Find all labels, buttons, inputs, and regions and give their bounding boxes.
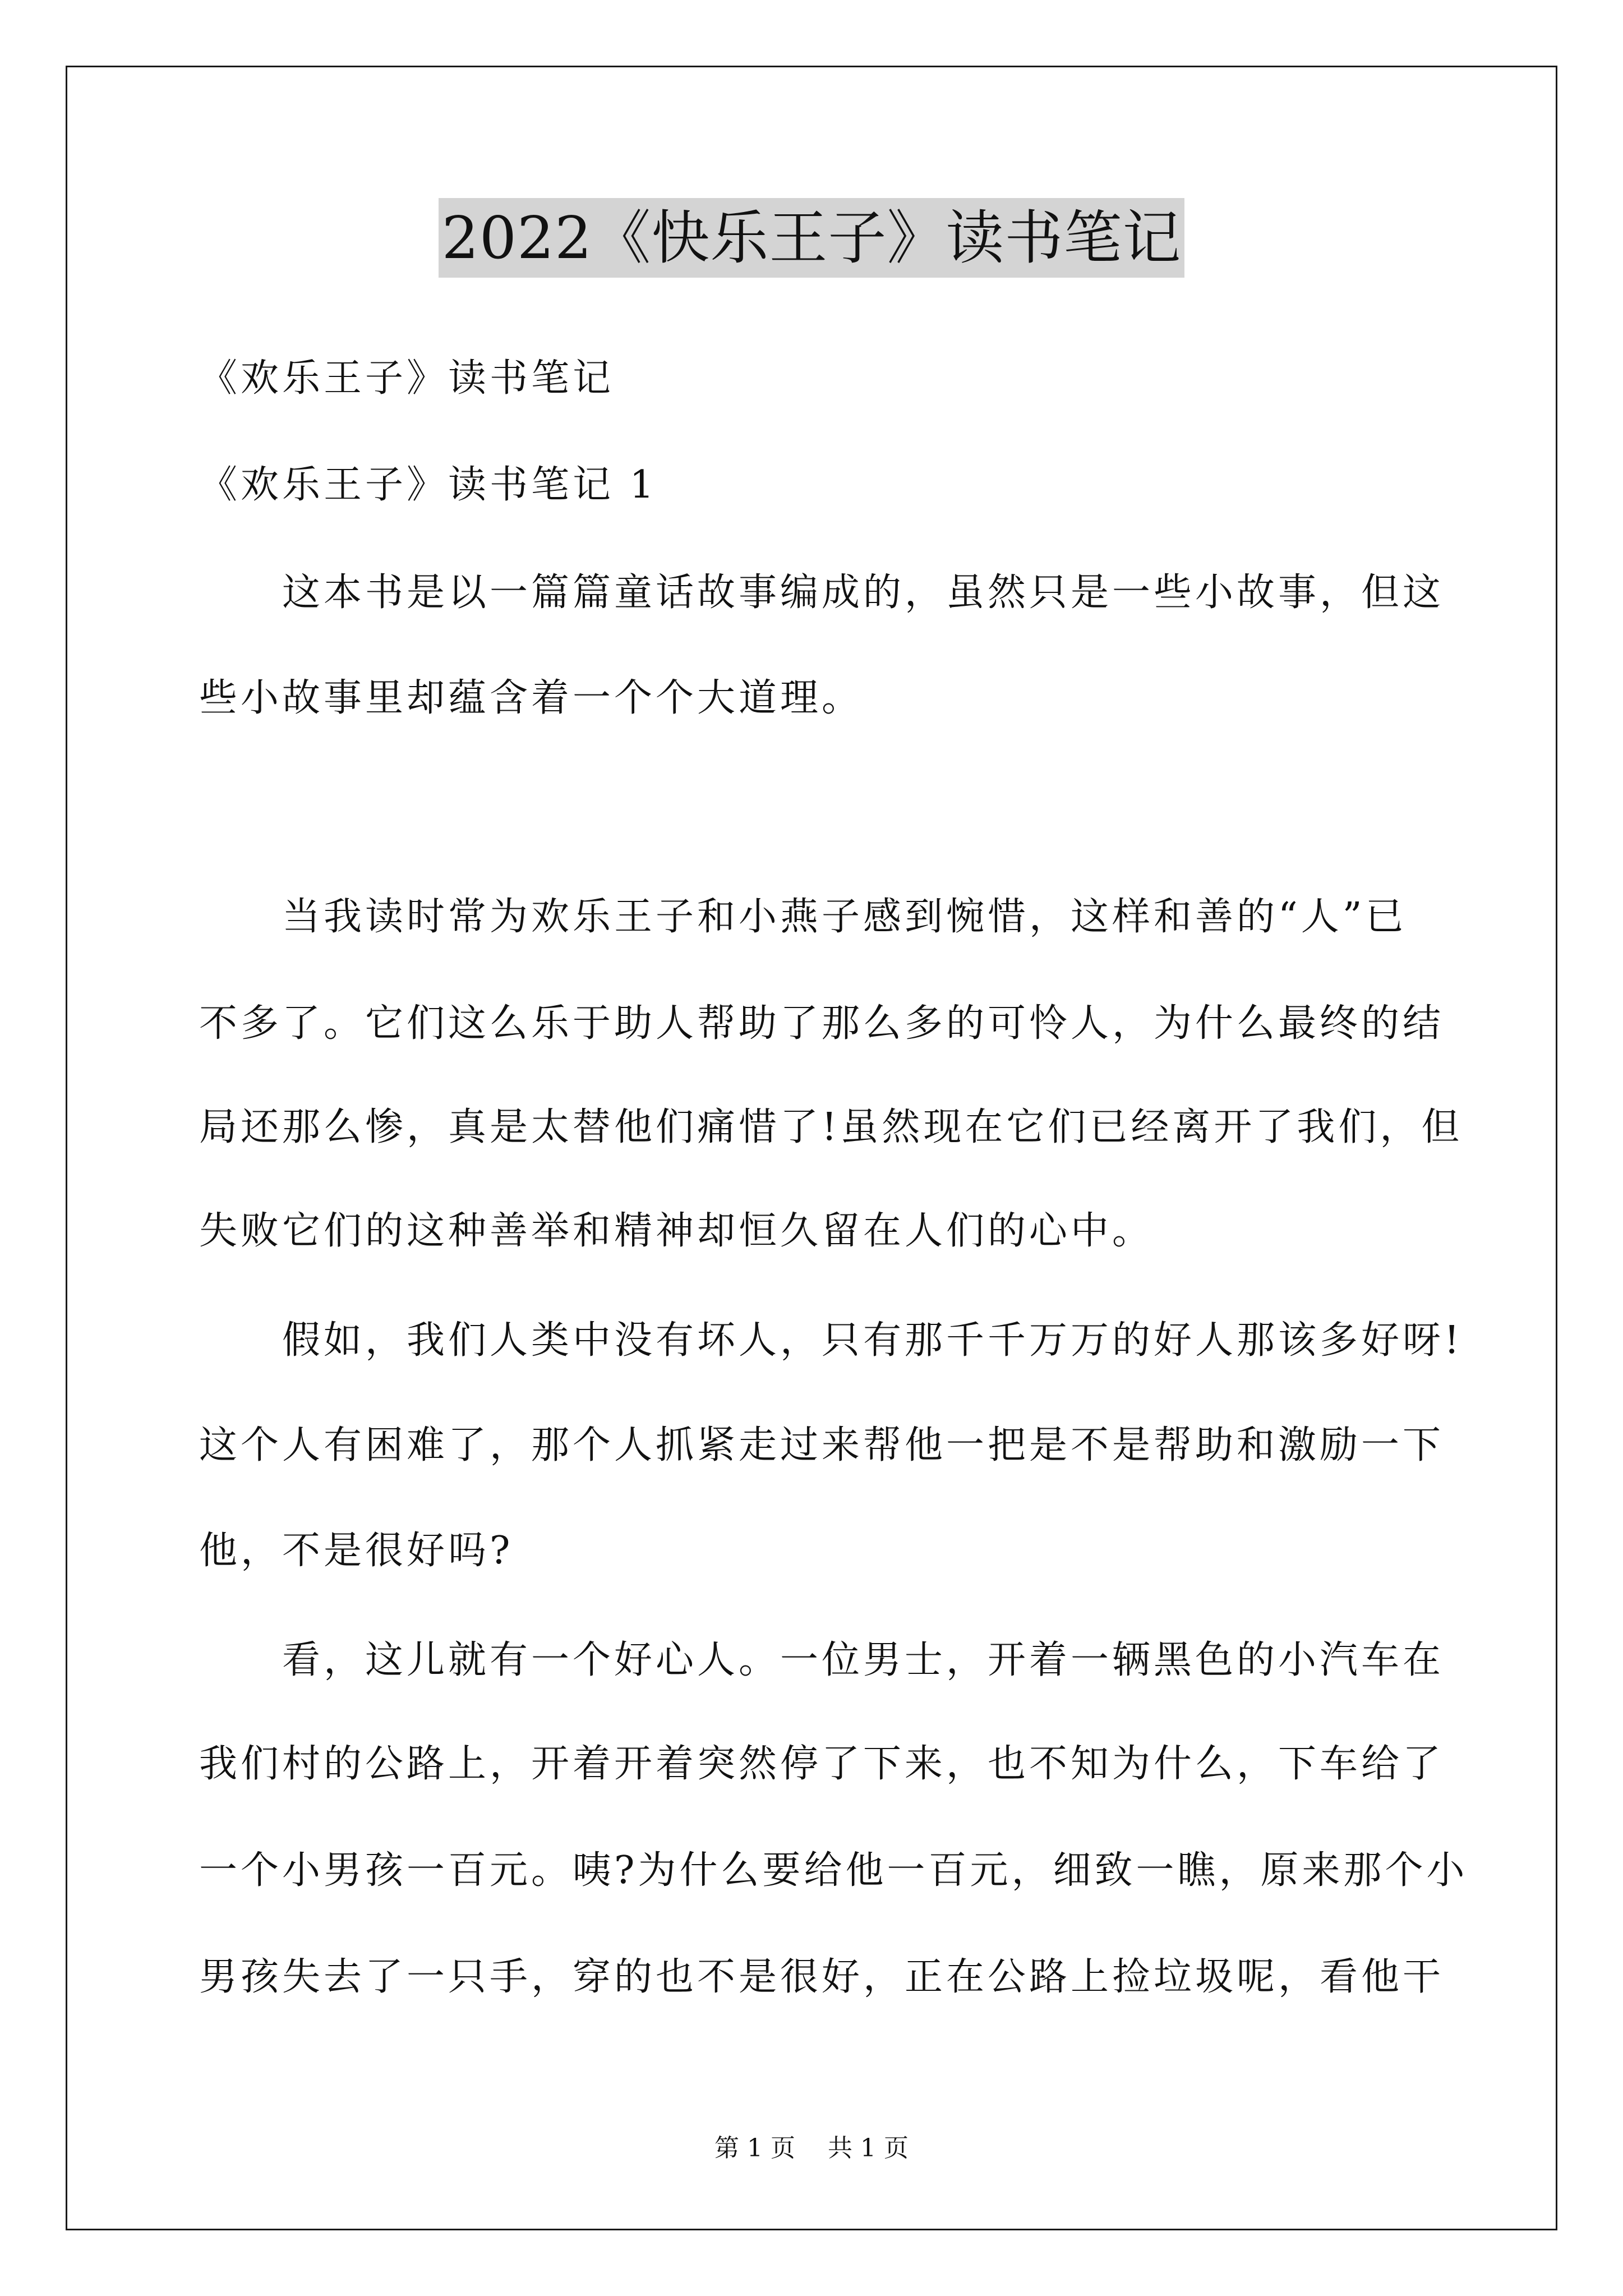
- body-line: 失败它们的这种善举和精神却恒久留在人们的心中。: [199, 1209, 1154, 1253]
- body-line: 当我读时常为欢乐王子和小燕子感到惋惜，这样和善的“人”已: [199, 895, 1407, 939]
- body-line: 这个人有困难了，那个人抓紧走过来帮他一把是不是帮助和激励一下: [199, 1423, 1445, 1467]
- body-line: 我们村的公路上，开着开着突然停了下来，也不知为什么，下车给了: [199, 1742, 1445, 1786]
- section-heading: 《欢乐王子》读书笔记 1: [199, 463, 657, 507]
- body-line: 男孩失去了一只手，穿的也不是很好，正在公路上捡垃圾呢，看他干: [199, 1955, 1445, 1999]
- body-line: 他，不是很好吗?: [199, 1529, 514, 1573]
- body-line: 不多了。它们这么乐于助人帮助了那么多的可怜人，为什么最终的结: [199, 1001, 1445, 1046]
- body-line: 一个小男孩一百元。咦?为什么要给他一百元，细致一瞧，原来那个小: [199, 1848, 1468, 1893]
- body-line: 些小故事里却蕴含着一个个大道理。: [199, 676, 864, 720]
- body-line: 局还那么惨，真是太替他们痛惜了!虽然现在它们已经离开了我们，但: [199, 1105, 1463, 1149]
- document-title: 2022《快乐王子》读书笔记: [439, 198, 1185, 278]
- body-line: 假如，我们人类中没有坏人，只有那千千万万的好人那该多好呀!: [199, 1318, 1463, 1363]
- body-line: 看，这儿就有一个好心人。一位男士，开着一辆黑色的小汽车在: [199, 1638, 1445, 1682]
- subtitle: 《欢乐王子》读书笔记: [199, 356, 615, 401]
- body-line: 这本书是以一篇篇童话故事编成的，虽然只是一些小故事，但这: [199, 570, 1445, 615]
- title-container: [0, 198, 1623, 278]
- page-number-footer: 第 1 页 共 1 页: [714, 2134, 909, 2162]
